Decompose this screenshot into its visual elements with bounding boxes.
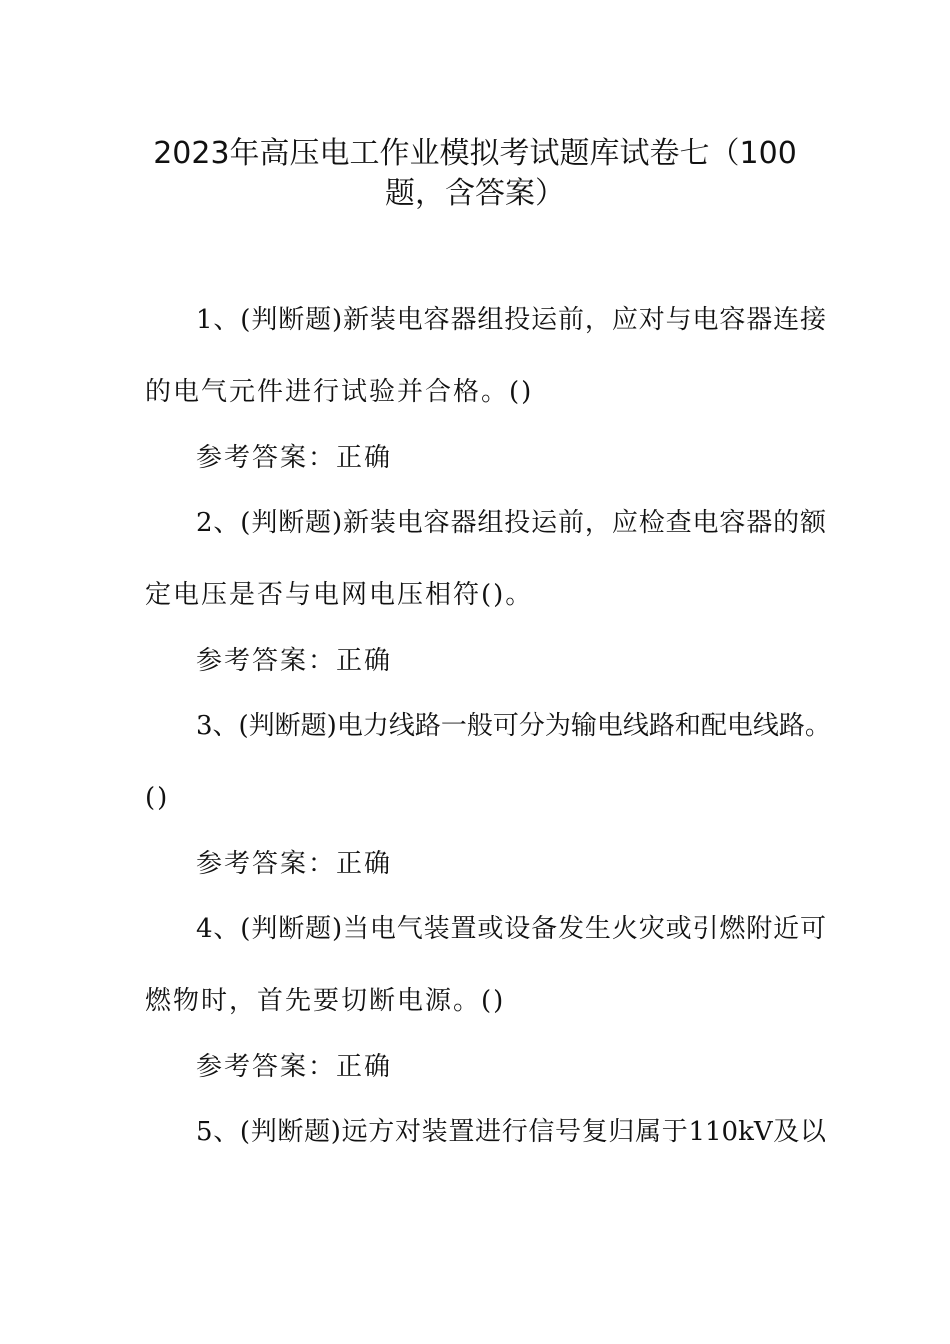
question-2-answer: 参考答案：正确: [196, 646, 393, 676]
question-1-text-continued: 的电气元件进行试验并合格。(): [145, 377, 534, 407]
question-5-text: 5、(判断题)远方对装置进行信号复归属于110kV及以: [196, 1117, 826, 1147]
question-4-text-continued: 燃物时，首先要切断电源。(): [145, 986, 506, 1016]
document-title-line-1: 2023年高压电工作业模拟考试题库试卷七（100: [153, 136, 797, 171]
question-3-answer: 参考答案：正确: [196, 849, 393, 879]
question-2-text: 2、(判断题)新装电容器组投运前，应检查电容器的额: [196, 508, 826, 538]
question-2-text-continued: 定电压是否与电网电压相符()。: [145, 580, 534, 610]
question-3-text-continued: (): [145, 783, 170, 813]
question-3-text: 3、(判断题)电力线路一般可分为输电线路和配电线路。: [196, 711, 831, 741]
document-title-line-2: 题，含答案）: [385, 176, 565, 211]
question-1-answer: 参考答案：正确: [196, 443, 393, 473]
question-4-text: 4、(判断题)当电气装置或设备发生火灾或引燃附近可: [196, 914, 826, 944]
question-4-answer: 参考答案：正确: [196, 1052, 393, 1082]
question-1-text: 1、(判断题)新装电容器组投运前，应对与电容器连接: [196, 305, 826, 335]
